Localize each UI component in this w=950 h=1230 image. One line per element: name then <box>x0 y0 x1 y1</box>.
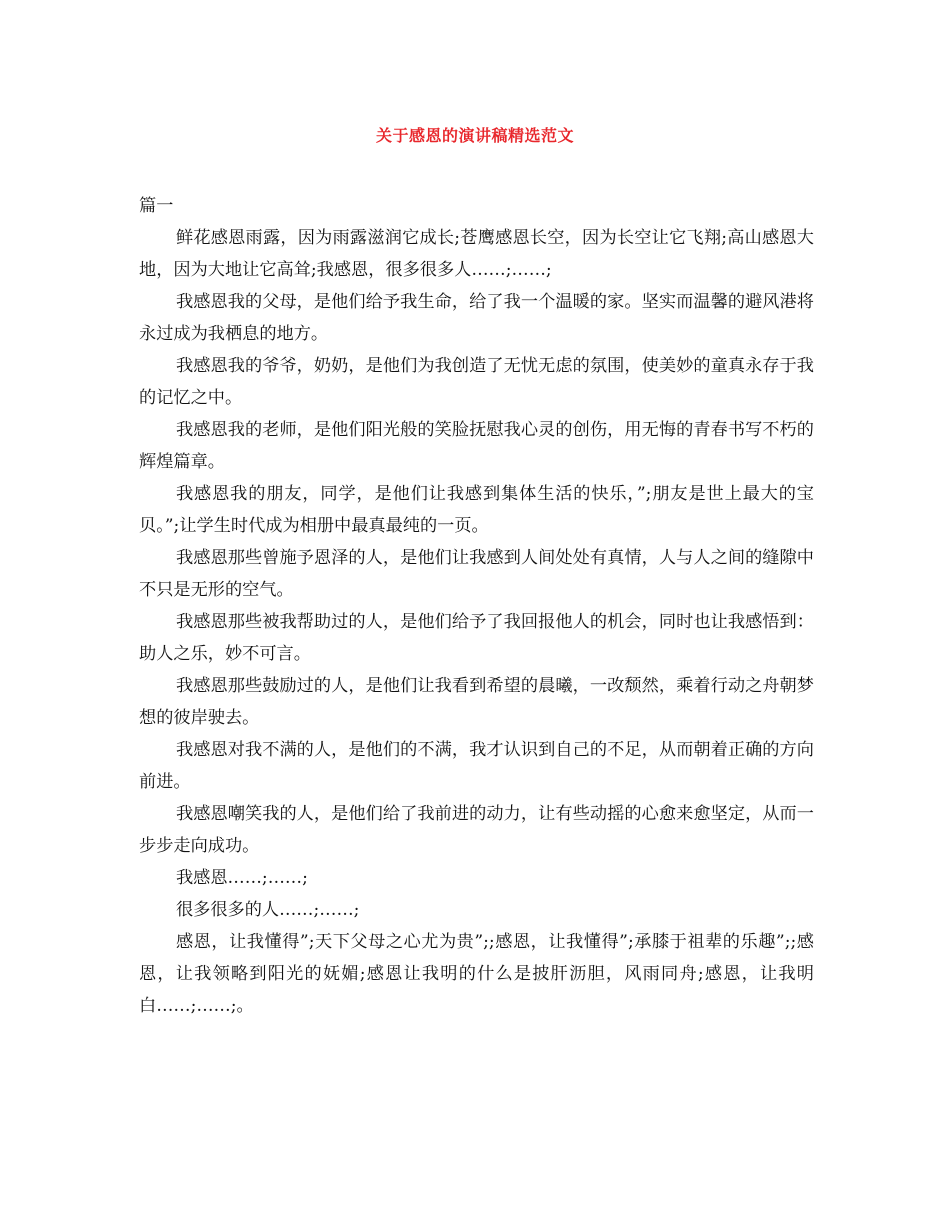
paragraph: 我感恩我的父母，是他们给予我生命，给了我一个温暖的家。坚实而温馨的避风港将永过成为我栖息的地方。 <box>139 292 814 344</box>
paragraph: 我感恩我的朋友，同学，是他们让我感到集体生活的快乐，”;朋友是世上最大的宝贝。”;让学生时代成为相册中最真最纯的一页。 <box>139 484 814 536</box>
section-heading: 篇一 <box>139 196 174 216</box>
paragraph: 我感恩嘲笑我的人，是他们给了我前进的动力，让有些动摇的心愈来愈坚定，从而一步步走向成功。 <box>139 804 814 856</box>
paragraph: 我感恩我的爷爷，奶奶，是他们为我创造了无忧无虑的氛围，使美妙的童真永存于我的记忆之中。 <box>139 356 814 408</box>
paragraph: 很多很多的人……;……; <box>175 900 360 920</box>
document-title: 关于感恩的演讲稿精选范文 <box>375 126 574 145</box>
paragraph: 我感恩那些曾施予恩泽的人，是他们让我感到人间处处有真情，人与人之间的缝隙中不只是无形的空气。 <box>139 548 814 600</box>
paragraph: 我感恩……;……; <box>175 868 308 888</box>
paragraph: 我感恩那些被我帮助过的人，是他们给予了我回报他人的机会，同时也让我感悟到：助人之乐，妙不可言。 <box>139 612 814 664</box>
paragraph: 我感恩我的老师，是他们阳光般的笑脸抚慰我心灵的创伤，用无悔的青春书写不朽的辉煌篇章。 <box>139 420 814 472</box>
paragraph: 感恩，让我懂得”;天下父母之心尤为贵”;;感恩，让我懂得”;承膝于祖辈的乐趣”;;感恩，让我领略到阳光的妩媚;感恩让我明的什么是披肝沥胆，风雨同舟;感恩，让我明白……;……;。 <box>139 932 814 1016</box>
document-body <box>139 190 814 1022</box>
paragraph: 我感恩那些鼓励过的人，是他们让我看到希望的晨曦，一改颓然，乘着行动之舟朝梦想的彼岸驶去。 <box>139 676 814 728</box>
paragraph: 我感恩对我不满的人，是他们的不满，我才认识到自己的不足，从而朝着正确的方向前进。 <box>139 740 814 792</box>
paragraph: 鲜花感恩雨露，因为雨露滋润它成长;苍鹰感恩长空，因为长空让它飞翔;高山感恩大地，因为大地让它高耸;我感恩，很多很多人……;……; <box>139 228 814 280</box>
